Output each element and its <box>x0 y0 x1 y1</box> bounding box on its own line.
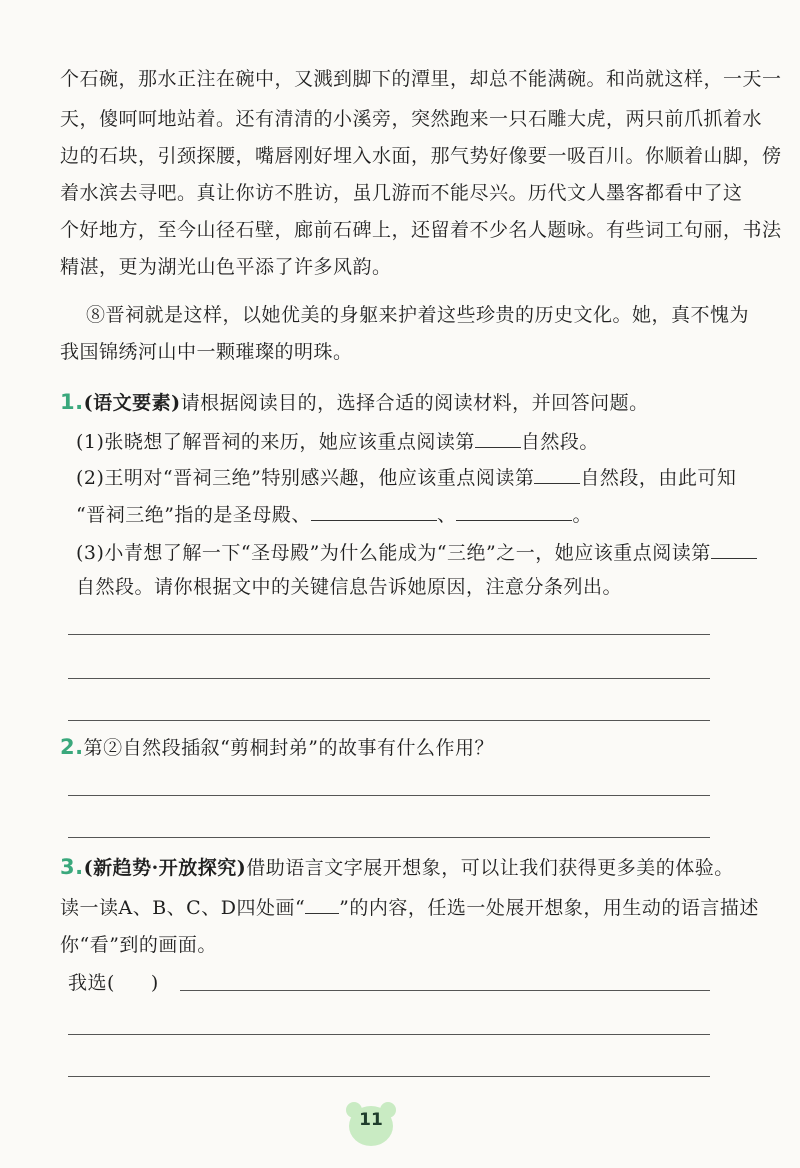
answer-line[interactable] <box>68 795 710 796</box>
question-1-sub-3-cont: 自然段。请你根据文中的关键信息告诉她原因，注意分条列出。 <box>76 576 623 598</box>
underline-sample <box>305 899 339 914</box>
passage-line: 个好地方，至今山径石壁，廊前石碑上，还留着不少名人题咏。有些词工句丽，书法 <box>60 219 782 241</box>
sub-question-text: “晋祠三绝”指的是圣母殿、 <box>76 504 311 526</box>
question-1 <box>60 388 728 415</box>
question-1-sub-2-cont <box>76 500 744 527</box>
page-number-badge <box>342 1098 400 1150</box>
paragraph-8-cont: 我国锦绣河山中一颗璀璨的明珠。 <box>60 341 353 363</box>
passage-line: 着水滨去寻吧。真让你访不胜访，虽几游而不能尽兴。历代文人墨客都看中了这 <box>60 182 743 204</box>
sub-question-text: 自然段，由此可知 <box>580 467 737 489</box>
question-prompt: 请根据阅读目的，选择合适的阅读材料，并回答问题。 <box>180 392 649 414</box>
question-3-line-3: 你“看”到的画面。 <box>60 934 217 956</box>
question-prompt: 借助语言文字展开想象，可以让我们获得更多美的体验。 <box>246 857 734 879</box>
answer-blank[interactable] <box>534 465 580 484</box>
question-1-sub-1 <box>76 427 744 454</box>
period: 。 <box>572 504 592 526</box>
answer-blank[interactable] <box>311 502 437 521</box>
sub-question-text: (2)王明对“晋祠三绝”特别感兴趣，他应该重点阅读第 <box>76 467 535 489</box>
passage-line: 边的石块，引颈探腰，嘴唇刚好埋入水面，那气势好像要一吸百川。你顺着山脚，傍 <box>60 145 782 167</box>
question-number: 2. <box>60 735 84 759</box>
question-3-line-2 <box>60 893 759 920</box>
answer-line[interactable] <box>68 1076 710 1077</box>
question-1-sub-2 <box>76 463 744 490</box>
question-text: ”的内容，任选一处展开想象，用生动的语言描述 <box>339 897 759 919</box>
paragraph-8: ⑧晋祠就是这样，以她优美的身躯来护着这些珍贵的历史文化。她，真不愧为 <box>86 304 750 326</box>
answer-line[interactable] <box>68 634 710 635</box>
question-2 <box>60 733 728 760</box>
choice-close: ) <box>150 972 159 994</box>
question-prompt: 第②自然段插叙“剪桐封弟”的故事有什么作用？ <box>83 737 495 759</box>
question-number: 1. <box>60 390 84 414</box>
question-tag: (新趋势·开放探究) <box>83 857 247 879</box>
question-number: 3. <box>60 855 84 879</box>
answer-line[interactable] <box>68 1034 710 1035</box>
passage-line: 精湛，更为湖光山色平添了许多风韵。 <box>60 256 392 278</box>
question-text: 读一读A、B、C、D四处画“ <box>60 897 306 919</box>
answer-line[interactable] <box>68 678 710 679</box>
page-number: 11 <box>359 1110 383 1130</box>
sub-question-text: (1)张晓想了解晋祠的来历，她应该重点阅读第 <box>76 431 475 453</box>
sub-question-text: 自然段。 <box>520 431 599 453</box>
passage-line: 个石碗，那水正注在碗中，又溅到脚下的潭里，却总不能满碗。和尚就这样，一天一 <box>60 68 782 90</box>
answer-blank[interactable] <box>475 429 521 448</box>
choice-label: 我选( <box>68 972 115 994</box>
sub-question-text: (3)小青想了解一下“圣母殿”为什么能成为“三绝”之一，她应该重点阅读第 <box>76 542 711 564</box>
separator: 、 <box>436 504 457 526</box>
answer-line[interactable] <box>68 720 710 721</box>
answer-blank[interactable] <box>711 540 757 559</box>
question-1-sub-3 <box>76 538 744 565</box>
question-tag: (语文要素) <box>83 392 181 414</box>
question-3 <box>60 853 734 880</box>
answer-blank[interactable] <box>456 502 572 521</box>
answer-line[interactable] <box>180 990 710 991</box>
answer-line[interactable] <box>68 837 710 838</box>
passage-line: 天，傻呵呵地站着。还有清清的小溪旁，突然跑来一只石雕大虎，两只前爪抓着水 <box>60 108 763 130</box>
